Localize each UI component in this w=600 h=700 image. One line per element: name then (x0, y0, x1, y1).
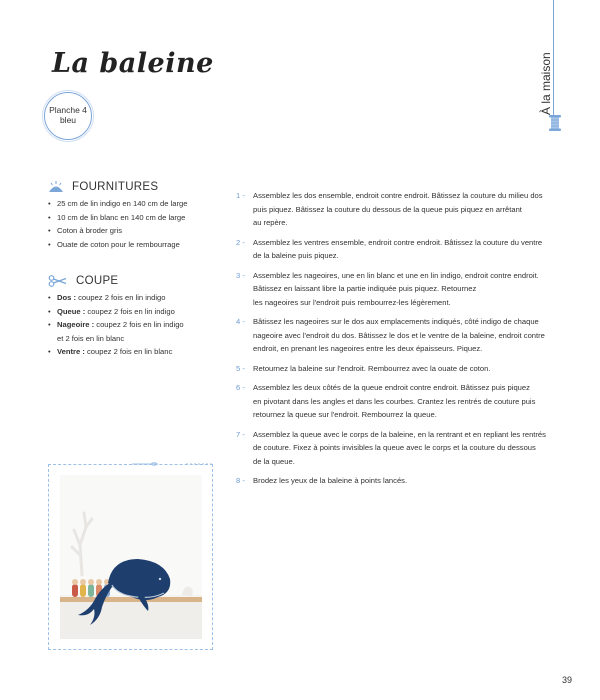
step-line: nageoire avec l'endroit du dos. Bâtissez le dos et le ventre de la baleine, endroit contre (253, 330, 545, 340)
step-line: Assemblez les dos ensemble, endroit contre endroit. Bâtissez la couture du milieu dos (253, 191, 543, 200)
needle-icon (130, 458, 160, 470)
step-text (253, 362, 548, 376)
step-line: les nageoires sur l'endroit puis rembourrez-les légèrement. (253, 297, 451, 307)
coupe-heading: COUPE (76, 275, 119, 287)
step-number: 3 - (236, 270, 245, 280)
step-number: 6 - (236, 383, 245, 392)
instruction-step (236, 474, 548, 488)
piece-instruction: coupez 2 fois en lin blanc (86, 347, 173, 356)
list-item: • Ouate de coton pour le rembourrage (48, 238, 218, 252)
step-number: 5 - (236, 363, 245, 373)
page-number: 39 (562, 675, 573, 685)
step-number: 7 - (236, 429, 245, 439)
scissors-icon (48, 275, 68, 287)
step-line: Bâtissez en laissant libre la partie indiquée puis piquez. Retournez (253, 284, 477, 293)
step-line: Assemblez la queue avec le corps de la baleine, en la rentrant et en repliant les rentrés (253, 429, 546, 439)
step-number: 8 - (236, 476, 245, 485)
fournitures-list (48, 197, 218, 251)
step-line: Assemblez les deux côtés de la queue endroit contre endroit. Bâtissez puis piquez (253, 383, 530, 392)
step-line: Assemblez les ventres ensemble, endroit contre endroit. Bâtissez la couture du ventre (253, 237, 543, 247)
thread-end-icon (184, 458, 214, 470)
step-text (253, 381, 548, 422)
list-item: • Coton à broder gris (48, 224, 218, 238)
piece-instruction: coupez 2 fois en lin indigo (96, 320, 184, 329)
instruction-step (236, 236, 548, 263)
instruction-step (236, 381, 548, 422)
step-text (253, 189, 548, 230)
instruction-step (236, 428, 548, 469)
planche-number: Planche 4 (49, 105, 87, 116)
step-line: de couture. Fixez à points invisibles la queue avec le corps et la couture du dessous (253, 443, 536, 452)
list-item: • 25 cm de lin indigo en 140 cm de large (48, 197, 218, 211)
list-item: • 10 cm de lin blanc en 140 cm de large (48, 211, 218, 225)
coupe-list (48, 291, 218, 359)
instruction-step (236, 189, 548, 230)
step-line: Brodez les yeux de la baleine à points lancés. (253, 476, 408, 485)
piece-label: Ventre : (57, 347, 85, 356)
step-line: Retournez la baleine sur l'endroit. Rembourrez avec la ouate de coton. (253, 363, 491, 373)
piece-instruction-cont: et 2 fois en lin blanc (57, 333, 125, 343)
step-number: 4 - (236, 317, 245, 326)
step-line: de la baleine puis piquez. (253, 251, 339, 260)
whale-photo (60, 475, 202, 639)
list-item (48, 291, 218, 305)
instruction-step (236, 315, 548, 356)
piece-label: Queue : (57, 306, 86, 316)
step-line: en pivotant dans les angles et dans les courbes. Crantez les rentrés de couture puis (253, 396, 536, 406)
step-text (253, 428, 548, 469)
thread-spool-icon (547, 114, 563, 132)
step-text (253, 474, 548, 488)
step-text (253, 269, 548, 310)
list-item (48, 305, 218, 319)
section-label: À la maison (539, 52, 553, 115)
step-line: Bâtissez les nageoires sur le dos aux emplacements indiqués, côté indigo de chaque (253, 317, 539, 326)
coupe-section (48, 275, 218, 359)
instruction-step (236, 362, 548, 376)
step-line: Assemblez les nageoires, une en lin blanc et une en lin indigo, endroit contre endroit. (253, 270, 539, 280)
fournitures-section (48, 181, 218, 251)
thread-line (553, 0, 554, 120)
planche-color: bleu (59, 115, 77, 125)
step-number: 2 - (236, 237, 245, 247)
piece-label: Dos : (57, 293, 76, 302)
fournitures-heading: FOURNITURES (72, 181, 159, 193)
step-line: de la queue. (253, 456, 295, 466)
piece-instruction: coupez 2 fois en lin indigo (87, 306, 175, 316)
piece-instruction: coupez 2 fois en lin indigo (78, 293, 166, 302)
piece-label: Nageoire : (57, 320, 95, 329)
step-line: retournez la queue sur l'endroit. Rembourrez la queue. (253, 410, 437, 419)
sewing-supplies-icon (48, 181, 64, 193)
list-item (48, 318, 218, 345)
list-item (48, 345, 218, 359)
step-line: au repère. (253, 218, 288, 227)
instruction-steps (236, 189, 548, 494)
page-title: La baleine (52, 48, 214, 79)
step-line: endroit, en prenant les nageoires entre les deux épaisseurs. Piquez. (253, 344, 483, 353)
step-text (253, 315, 548, 356)
instruction-step (236, 269, 548, 310)
step-number: 1 - (236, 191, 245, 200)
planche-badge (44, 92, 92, 140)
step-line: puis piquez. Bâtissez la couture du dessous de la queue puis piquez en arrêtant (253, 204, 522, 214)
step-text (253, 236, 548, 263)
